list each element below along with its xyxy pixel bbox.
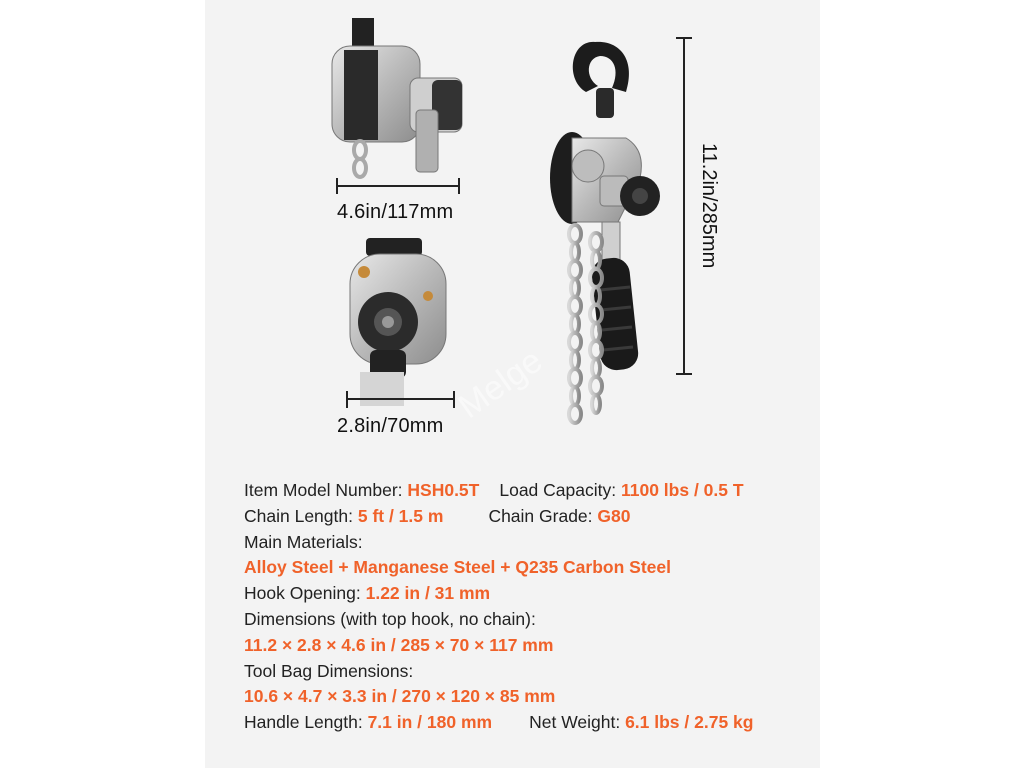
load-value: 1100 lbs / 0.5 T xyxy=(620,480,744,500)
spec-row xyxy=(244,555,804,581)
dimensions-value: 11.2 × 2.8 × 4.6 in / 285 × 70 × 117 mm xyxy=(244,634,554,655)
model-key: Item Model Number: xyxy=(244,480,408,500)
materials-value: Alloy Steel + Manganese Steel + Q235 Carbon Steel xyxy=(244,557,671,578)
hook-opening-key: Hook Opening: xyxy=(244,583,366,604)
chain-grade-key: Chain Grade: xyxy=(488,505,598,526)
spec-row xyxy=(244,478,804,504)
side-view-hoist xyxy=(332,18,462,177)
width-label: 4.6in/117mm xyxy=(337,201,454,223)
spec-list xyxy=(244,478,804,736)
height-dimension-line xyxy=(676,38,692,374)
main-hoist xyxy=(550,42,660,372)
spec-row xyxy=(244,659,804,685)
spec-row xyxy=(244,684,804,710)
tool-bag-key: Tool Bag Dimensions: xyxy=(244,660,414,681)
spec-row xyxy=(244,633,804,659)
tool-bag-value: 10.6 × 4.7 × 3.3 in / 270 × 120 × 85 mm xyxy=(244,686,556,707)
net-weight-value: 6.1 lbs / 2.75 kg xyxy=(625,712,754,733)
hoist-chain xyxy=(569,225,602,423)
width-dimension-line xyxy=(337,178,459,194)
chain-length-value: 5 ft / 1.5 m xyxy=(357,505,444,526)
handle-length-key: Handle Length: xyxy=(244,712,368,733)
spec-row xyxy=(244,581,804,607)
watermark: Melge xyxy=(451,341,550,426)
materials-key: Main Materials: xyxy=(244,531,363,552)
hook-opening-value: 1.22 in / 31 mm xyxy=(365,583,491,604)
spec-row xyxy=(244,530,804,556)
spec-row xyxy=(244,504,804,530)
chain-length-key: Chain Length: xyxy=(244,505,358,526)
dimensions-key: Dimensions (with top hook, no chain): xyxy=(244,608,536,629)
depth-label: 2.8in/70mm xyxy=(337,415,444,437)
load-key: Load Capacity: xyxy=(499,480,621,500)
net-weight-key: Net Weight: xyxy=(529,712,626,733)
model-value: HSH0.5T xyxy=(407,480,480,500)
back-view-hoist xyxy=(350,238,446,406)
spec-row xyxy=(244,607,804,633)
handle-length-value: 7.1 in / 180 mm xyxy=(367,712,493,733)
chain-grade-value: G80 xyxy=(597,505,631,526)
height-label: 11.2in/285mm xyxy=(698,143,720,269)
spec-row xyxy=(244,710,804,736)
